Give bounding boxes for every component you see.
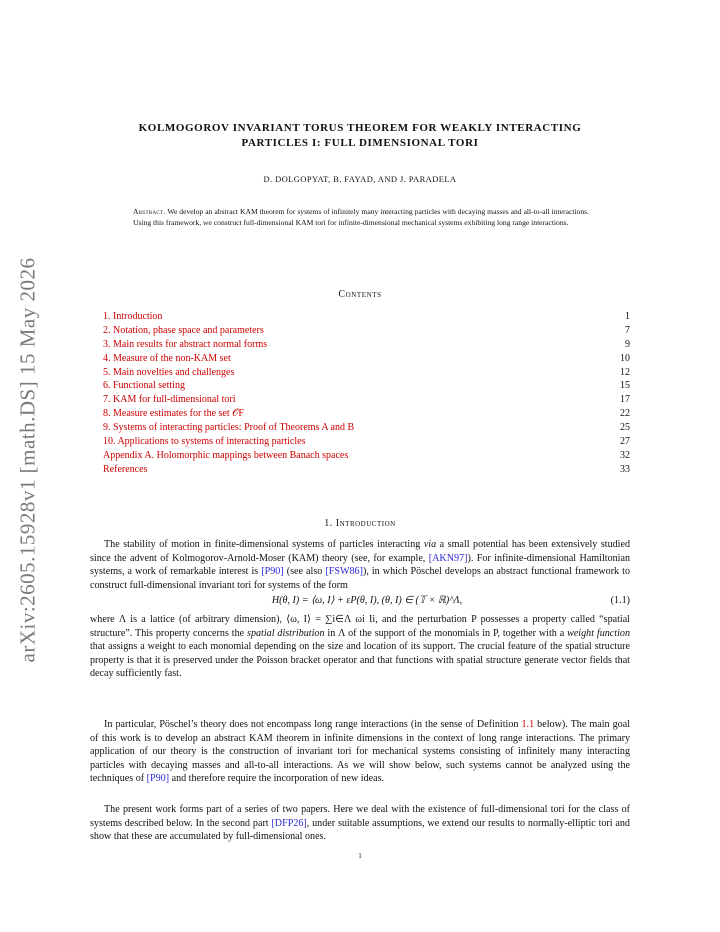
- toc-entry[interactable]: [103, 463, 630, 477]
- table-of-contents: [103, 310, 630, 477]
- author-list: D. DOLGOPYAT, B. FAYAD, AND J. PARADELA: [263, 174, 457, 184]
- text-run: ). For infinite-dimensional Hamiltonian systems, a work of remarkable interest is: [90, 552, 630, 577]
- intro-paragraph-1: [90, 538, 630, 681]
- text-run: ), in which Pöschel develops an abstract functional framework to construct full-dimensional invariant tori for systems of the form: [90, 566, 631, 591]
- citation-link[interactable]: [DFP26]: [271, 817, 307, 829]
- text-run: In particular, Pöschel’s theory does not encompass long range interactions (in the sense of Definition: [104, 719, 522, 730]
- abstract-label: Abstract.: [133, 207, 166, 216]
- toc-page-number: 9: [625, 338, 630, 350]
- text-run: below). The main goal of this work is to develop an abstract KAM theorem in infinite dimensions in the context of long range interactions. The primary application of our theory is the construction of invariant tori for mechanical systems consisting of infinitely many interacting particles with decaying masses and all-to-all interactions. As we will show below, such systems cannot be analyzed using the techniques of: [90, 719, 630, 784]
- citation-link[interactable]: [FSW86]: [325, 566, 363, 577]
- definition-link[interactable]: 1.1: [521, 719, 535, 730]
- citation-link[interactable]: [P90]: [261, 566, 284, 577]
- toc-page-number: 25: [620, 422, 630, 434]
- toc-entry[interactable]: [103, 366, 630, 380]
- text-run: where Λ is a lattice (of arbitrary dimension), ⟨ω, I⟩ = ∑i∈Λ ωi Ii, and the perturbation P possesses a property called “spatial structure”. This property concerns the: [90, 614, 630, 639]
- toc-link[interactable]: 10. Applications to systems of interacting particles: [103, 436, 306, 448]
- toc-page-number: 33: [620, 463, 630, 475]
- text-run: (see also: [283, 566, 326, 577]
- emphasis-text: spatial distribution: [247, 627, 325, 639]
- citation-link[interactable]: [AKN97]: [428, 552, 468, 564]
- emphasis-text: via: [423, 539, 437, 550]
- text-run: a small potential has been extensively studied since the advent of Kolmogorov-Arnold-Moser (KAM) theory (see, for example,: [90, 539, 630, 564]
- toc-entry[interactable]: [103, 324, 630, 338]
- toc-link[interactable]: 4. Measure of the non-KAM set: [103, 352, 231, 364]
- toc-page-number: 1: [625, 311, 630, 322]
- toc-entry[interactable]: [103, 338, 630, 352]
- toc-page-number: 7: [625, 324, 630, 336]
- text-run: The present work forms part of a series of two papers. Here we deal with the existence of full-dimensional tori for the class of systems described below. In the second part: [90, 804, 630, 829]
- toc-entry[interactable]: [103, 393, 630, 407]
- emphasis-text: weight function: [567, 627, 630, 639]
- toc-page-number: 10: [620, 352, 630, 364]
- arxiv-sidebar-stamp: [8, 240, 48, 680]
- text-run: , under suitable assumptions, we extend our results to normally-elliptic tori and show that these are accumulated by full-dimensional ones.: [90, 817, 630, 842]
- toc-entry[interactable]: [103, 407, 630, 421]
- toc-link[interactable]: 7. KAM for full-dimensional tori: [103, 394, 236, 406]
- text-run: that assigns a weight to each monomial depending on the size and location of its support. The crucial feature of the spatial structure property is that it is preserved under the Poisson bracket operator and that functions with spatial structure generate vector fields that decay sufficiently fast.: [90, 641, 630, 679]
- title-line-1: KOLMOGOROV INVARIANT TORUS THEOREM FOR WEAKLY INTERACTING: [138, 122, 582, 134]
- toc-link[interactable]: 8. Measure estimates for the set 𝒪F: [103, 408, 244, 420]
- toc-page-number: 27: [620, 436, 630, 448]
- equation-1-1: [90, 594, 630, 611]
- toc-entry[interactable]: [103, 435, 630, 449]
- text-block: [90, 613, 630, 681]
- intro-paragraph-2: [90, 718, 630, 786]
- paper-title: [80, 121, 640, 151]
- toc-entry[interactable]: [103, 421, 630, 435]
- toc-link[interactable]: Appendix A. Holomorphic mappings between Banach spaces: [103, 449, 349, 461]
- toc-page-number: 12: [620, 366, 630, 378]
- section-heading: 1. Introduction: [324, 518, 396, 529]
- toc-entry[interactable]: [103, 449, 630, 463]
- toc-link[interactable]: 2. Notation, phase space and parameters: [103, 324, 264, 336]
- toc-link[interactable]: 1. Introduction: [103, 311, 163, 322]
- toc-page-number: 15: [620, 380, 630, 392]
- toc-link[interactable]: 3. Main results for abstract normal forms: [103, 338, 268, 350]
- equation-body: H(θ, I) = ⟨ω, I⟩ + εP(θ, I), (θ, I) ∈ (𝕋 × ℝ)^Λ,: [271, 595, 463, 606]
- toc-page-number: 32: [620, 449, 630, 461]
- abstract: [133, 207, 589, 228]
- toc-link[interactable]: 5. Main novelties and challenges: [103, 366, 235, 378]
- toc-entry[interactable]: [103, 310, 630, 324]
- toc-entry[interactable]: [103, 379, 630, 393]
- arxiv-identifier: arXiv:2605.15928v1 [math.DS] 15 May 2026: [15, 257, 40, 663]
- text-run: in Λ of the support of the monomials in P, together with a: [324, 627, 568, 639]
- title-line-2: PARTICLES I: FULL DIMENSIONAL TORI: [241, 137, 479, 149]
- toc-page-number: 22: [620, 408, 630, 420]
- toc-link[interactable]: 9. Systems of interacting particles: Proof of Theorems A and B: [103, 422, 355, 434]
- page-number: 1: [358, 852, 362, 860]
- intro-paragraph-3: [90, 803, 630, 844]
- toc-link[interactable]: References: [103, 463, 148, 475]
- text-run: The stability of motion in finite-dimensional systems of particles interacting: [104, 539, 424, 550]
- contents-heading: Contents: [338, 289, 382, 300]
- citation-link[interactable]: [P90]: [146, 773, 170, 784]
- toc-entry[interactable]: [103, 352, 630, 366]
- toc-page-number: 17: [620, 394, 630, 406]
- text-run: and therefore require the incorporation of new ideas.: [169, 773, 385, 784]
- abstract-text: We develop an abstract KAM theorem for systems of infinitely many interacting particles with decaying masses and all-to-all interactions. Using this framework, we construct full-dimensional KAM tori for infinite-dimensional mechanical systems exhibiting long range interactions.: [133, 207, 589, 227]
- toc-link[interactable]: 6. Functional setting: [103, 380, 185, 392]
- equation-number: (1.1): [610, 595, 630, 606]
